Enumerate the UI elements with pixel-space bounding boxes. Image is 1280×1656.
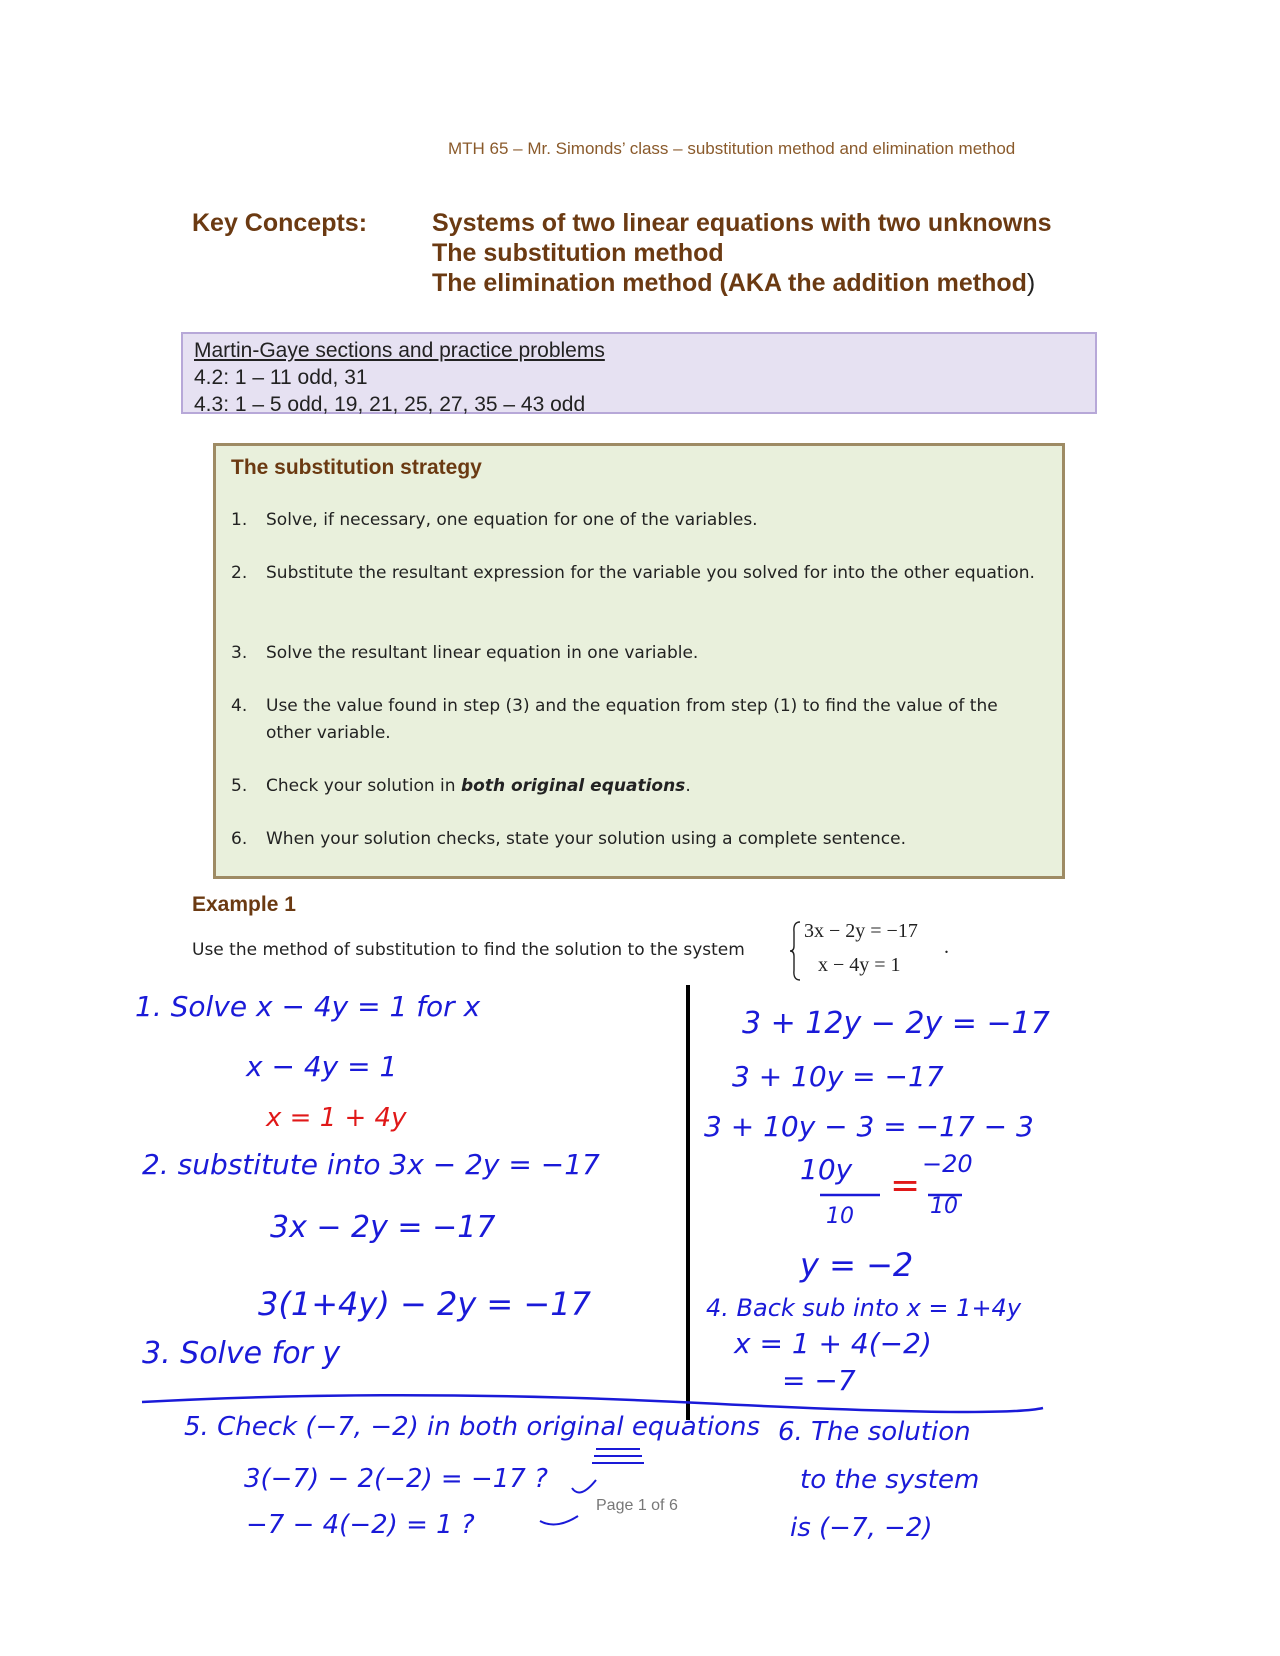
hw-step3: 3. Solve for y [142, 1336, 341, 1371]
hw-right-2: 3 + 10y = −17 [732, 1060, 944, 1093]
key-concepts-label: Key Concepts: [192, 209, 368, 237]
divider-horizontal [142, 1395, 1043, 1412]
hw-step2-eq: 3x − 2y = −17 [270, 1210, 496, 1245]
hw-right-1: 3 + 12y − 2y = −17 [742, 1006, 1050, 1041]
key-concept-line-1: Systems of two linear equations with two unknowns [432, 209, 1052, 237]
hw-right-numerator: −20 [922, 1150, 973, 1178]
hw-right-x-result: = −7 [782, 1364, 856, 1397]
hw-step1-eq: x − 4y = 1 [246, 1050, 398, 1083]
example-title: Example 1 [192, 893, 296, 916]
equation-2: x − 4y = 1 [818, 954, 901, 976]
key-concept-line-3: The elimination method (AKA the addition method) [432, 269, 1036, 297]
hw-step1-result: x = 1 + 4y [266, 1103, 407, 1133]
page-number: Page 1 of 6 [596, 1497, 678, 1514]
hw-check-eq2: −7 − 4(−2) = 1 ? [246, 1510, 475, 1540]
hw-right-x-calc: x = 1 + 4(−2) [734, 1327, 932, 1360]
hw-right-y: y = −2 [800, 1246, 914, 1284]
substitution-strategy-title: The substitution strategy [231, 456, 482, 479]
hw-check-eq1: 3(−7) − 2(−2) = −17 ? [244, 1464, 548, 1494]
hw-right-equals: = [890, 1165, 921, 1206]
practice-problems-title: Martin-Gaye sections and practice problems [194, 339, 605, 362]
hw-solution-2: to the system [800, 1465, 980, 1495]
hw-step2-sub: 3(1+4y) − 2y = −17 [258, 1285, 591, 1323]
practice-line-4-3: 4.3: 1 – 5 odd, 19, 21, 25, 27, 35 – 43 odd [194, 393, 586, 416]
hw-right-4: 10y [800, 1153, 853, 1186]
hw-right-3: 3 + 10y − 3 = −17 − 3 [704, 1110, 1034, 1143]
hw-step1: 1. Solve x − 4y = 1 for x [135, 990, 481, 1023]
hw-check: 5. Check (−7, −2) in both original equations [184, 1412, 761, 1442]
key-concept-line-2: The substitution method [432, 239, 724, 267]
hw-solution-3: is (−7, −2) [790, 1513, 933, 1543]
hw-right-backsub: 4. Back sub into x = 1+4y [706, 1294, 1022, 1322]
example-instructions: Use the method of substitution to find the solution to the system [192, 940, 745, 960]
equation-period: . [944, 936, 949, 958]
hw-step2: 2. substitute into 3x − 2y = −17 [142, 1148, 600, 1181]
practice-line-4-2: 4.2: 1 – 11 odd, 31 [194, 366, 368, 389]
hw-right-den-right: 10 [930, 1194, 958, 1219]
page-header: MTH 65 – Mr. Simonds’ class – substitution method and elimination method [448, 139, 1016, 158]
hw-right-den-left: 10 [826, 1204, 854, 1229]
equation-1: 3x − 2y = −17 [804, 920, 918, 942]
hw-solution-1: 6. The solution [778, 1417, 971, 1447]
substitution-strategy-box: The substitution strategy 1. Solve, if necessary, one equation for one of the variables. 2. Substitute the resultant expression for the variable you solved for into the other equation. 3. Solve the resultant linear equation in one variable. 4. Use the value found in step (3) and the equation from step (1) to find the value of the other variable. 5. Check your solution in both original equations. 6. When your solution checks, state your solution using a complete sentence. [213, 443, 1065, 879]
